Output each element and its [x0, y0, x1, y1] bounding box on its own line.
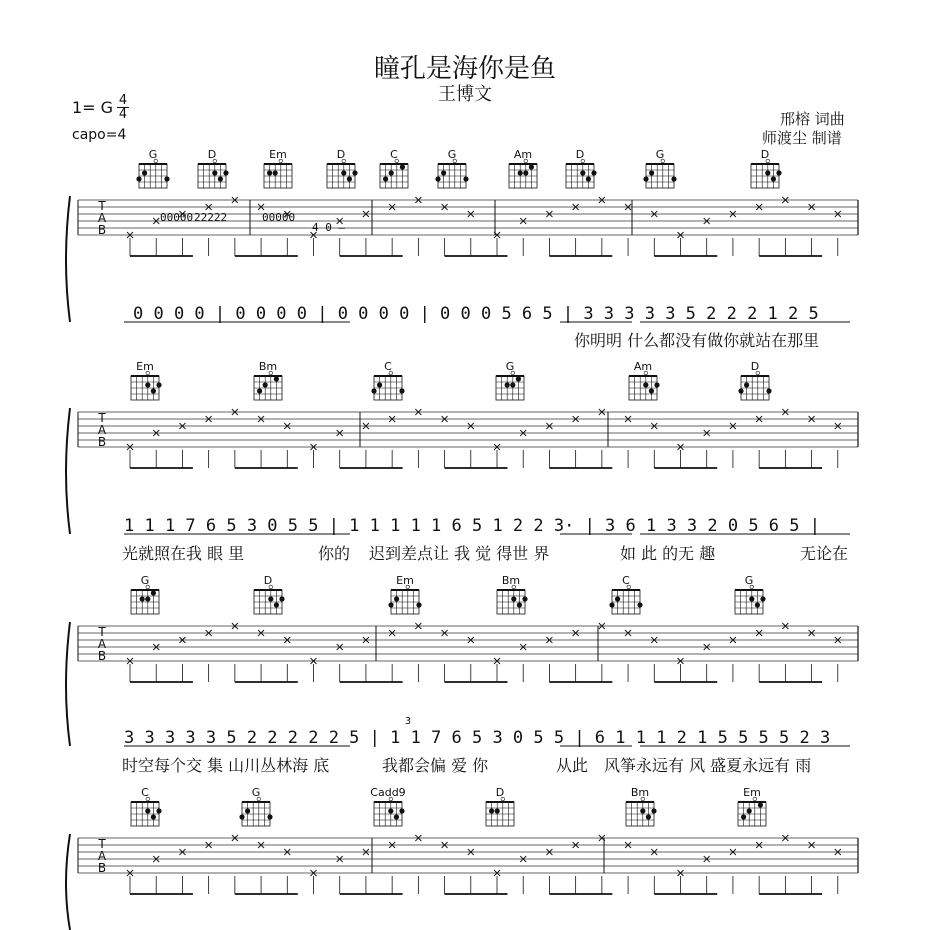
chord-dot [341, 170, 346, 175]
chord-name: G [251, 786, 261, 799]
chord-dot [239, 814, 244, 819]
chord-dot [245, 808, 250, 813]
system-brace [66, 408, 70, 534]
chord-dot [352, 170, 357, 175]
chord-dot [760, 596, 765, 601]
chord-dot [435, 176, 440, 181]
chord-name: Em [136, 360, 154, 373]
chord-name: G [744, 574, 754, 587]
chord-name: G [655, 148, 665, 161]
tab-clef-letter: T [98, 837, 106, 851]
chord-dot [394, 814, 399, 819]
system-brace [66, 834, 70, 930]
chord-dot [649, 388, 654, 393]
chord-dot [522, 596, 527, 601]
chord-name: D [750, 360, 760, 373]
numbered-notation-system-1: 0 0 0 0 | 0 0 0 0 | 0 0 0 0 | 0 0 0 5 6 5 | 3 3 3 3 3 5 2 2 2 1 2 5 [133, 304, 819, 324]
chord-name: Em [396, 574, 414, 587]
chord-dot [741, 814, 746, 819]
chord-dot [383, 176, 388, 181]
chord-dot [511, 596, 516, 601]
chord-dot [738, 388, 743, 393]
lyrics-system-2-b: 你的 [318, 544, 351, 563]
chord-dot [377, 382, 382, 387]
chord-name: C [622, 574, 630, 587]
chord-name: C [390, 148, 398, 161]
chord-dot [441, 170, 446, 175]
chord-dot [145, 382, 150, 387]
chord-name: D [495, 786, 505, 799]
chord-dot [643, 382, 648, 387]
lyrics-system-1: 你明明 什么都没有做你就站在那里 [574, 331, 820, 350]
lyrics-system-2-e: 无论在 [800, 544, 849, 563]
lyrics-system-3-c: 从此 [556, 756, 589, 775]
chord-dot [400, 164, 405, 169]
chord-dot [637, 602, 642, 607]
chord-name: C [141, 786, 149, 799]
chord-dot [140, 596, 145, 601]
chord-dot [263, 382, 268, 387]
tab-clef-letter: B [97, 649, 107, 663]
chord-dot [156, 808, 161, 813]
chord-name: Cadd9 [370, 786, 406, 799]
chord-name: Em [743, 786, 761, 799]
system-brace [66, 622, 70, 746]
lyrics-system-3-d: 风筝永远有 风 盛夏永远有 雨 [604, 756, 812, 775]
chord-dot [257, 388, 262, 393]
tab-numbers-4: 4 0 – [312, 221, 346, 234]
chord-name: Bm [501, 574, 521, 587]
lyrics-system-2-d: 如 此 的无 趣 [620, 544, 716, 563]
chord-dot [142, 170, 147, 175]
chord-dot [654, 382, 659, 387]
lyrics-system-2-a: 光就照在我 眼 里 [122, 544, 245, 563]
numbered-notation-system-3: 3 3 3 3 3 5 2 2 2 2 2 5 | 1 1 7 6 5 3 0 5 5 | 6 1 1 1 2 1 5 5 5 5 2 3 [124, 728, 831, 748]
tab-clef-letter: T [98, 199, 106, 213]
chord-dot [646, 814, 651, 819]
chord-name: G [140, 574, 150, 587]
chord-dot [416, 602, 421, 607]
chord-dot [529, 164, 534, 169]
chord-dot [776, 170, 781, 175]
chord-dot [145, 596, 150, 601]
chord-dot [586, 176, 591, 181]
chord-dot [463, 176, 468, 181]
chord-dot [156, 382, 161, 387]
chord-dot [749, 596, 754, 601]
chord-dot [388, 808, 393, 813]
chord-dot [771, 176, 776, 181]
chord-name: G [148, 148, 158, 161]
chord-dot [274, 376, 279, 381]
chord-dot [671, 176, 676, 181]
song-title: 瞳孔是海你是鱼 [373, 54, 556, 84]
tab-clef-letter: B [97, 861, 107, 875]
chord-dot [523, 170, 528, 175]
time-sig-top: 4 [118, 93, 128, 108]
triplet-mark: 3 [405, 716, 412, 727]
chord-dot [151, 590, 156, 595]
chord-name: G [447, 148, 457, 161]
tab-clef-letter: T [98, 625, 106, 639]
chord-dot [516, 376, 521, 381]
tab-numbers-2: 22222 [194, 211, 228, 224]
capo-label: capo=4 [72, 127, 127, 143]
chord-name: G [505, 360, 515, 373]
chord-dot [495, 808, 500, 813]
chord-dot [136, 176, 141, 181]
chord-dot [591, 170, 596, 175]
chord-name: Am [633, 360, 653, 373]
chord-dot [758, 802, 763, 807]
chord-dot [389, 170, 394, 175]
chord-dot [747, 808, 752, 813]
chord-dot [223, 170, 228, 175]
chord-dot [151, 814, 156, 819]
tab-clef-letter: B [97, 223, 107, 237]
lyrics-system-2-c: 迟到差点让 我 觉 得世 界 [369, 544, 550, 563]
chord-name: D [575, 148, 585, 161]
tab-clef-letter: A [97, 211, 107, 225]
chord-name: Am [513, 148, 533, 161]
lyricist-credit: 邢榕 词曲 [780, 110, 845, 128]
chord-dot [517, 602, 522, 607]
chord-dot [765, 170, 770, 175]
chord-dot [609, 602, 614, 607]
numbered-notation-system-2: 1 1 1 7 6 5 3 0 5 5 | 1 1 1 1 1 6 5 1 2 2 3· | 3 6 1 3 3 2 0 5 6 5 | [124, 516, 820, 536]
chord-name: D [336, 148, 346, 161]
tab-numbers-1: 00000 [160, 211, 194, 224]
chord-dot [274, 602, 279, 607]
chord-name: C [384, 360, 392, 373]
chord-dot [145, 808, 150, 813]
chord-dot [651, 808, 656, 813]
chord-dot [218, 176, 223, 181]
chord-dot [766, 388, 771, 393]
chord-dot [755, 602, 760, 607]
chord-dot [371, 388, 376, 393]
artist-name: 王博文 [438, 84, 492, 105]
tab-numbers-3: 00000 [262, 211, 296, 224]
chord-dot [505, 382, 510, 387]
chord-dot [164, 176, 169, 181]
chord-dot [518, 170, 523, 175]
chord-dot [399, 388, 404, 393]
tab-clef-letter: A [97, 637, 107, 651]
chord-dot [267, 170, 272, 175]
chord-dot [212, 170, 217, 175]
chord-dot [151, 388, 156, 393]
chord-name: D [207, 148, 217, 161]
lyrics-system-3-b: 我都会偏 爱 你 [382, 756, 489, 775]
chord-dot [273, 170, 278, 175]
chord-dot [279, 596, 284, 601]
system-brace [66, 196, 70, 322]
key-signature: 1= G [72, 98, 114, 117]
chord-dot [643, 176, 648, 181]
chord-dot [388, 602, 393, 607]
chord-dot [649, 170, 654, 175]
chord-name: Bm [258, 360, 278, 373]
chord-dot [744, 382, 749, 387]
chord-dot [615, 596, 620, 601]
lyrics-system-3-a: 时空每个交 集 山川丛林海 底 [122, 756, 330, 775]
time-sig-bottom: 4 [118, 107, 128, 122]
chord-name: Bm [630, 786, 650, 799]
chord-dot [347, 176, 352, 181]
chord-name: D [263, 574, 273, 587]
tab-clef-letter: T [98, 411, 106, 425]
tab-clef-letter: A [97, 423, 107, 437]
chord-dot [489, 808, 494, 813]
scorer-credit: 师渡尘 制谱 [762, 129, 842, 147]
tab-clef-letter: B [97, 435, 107, 449]
chord-name: D [760, 148, 770, 161]
chord-name: Em [269, 148, 287, 161]
chord-dot [640, 808, 645, 813]
chord-dot [267, 814, 272, 819]
chord-dot [580, 170, 585, 175]
chord-dot [394, 596, 399, 601]
chord-dot [399, 808, 404, 813]
chord-dot [510, 382, 515, 387]
tab-clef-letter: A [97, 849, 107, 863]
chord-dot [268, 596, 273, 601]
